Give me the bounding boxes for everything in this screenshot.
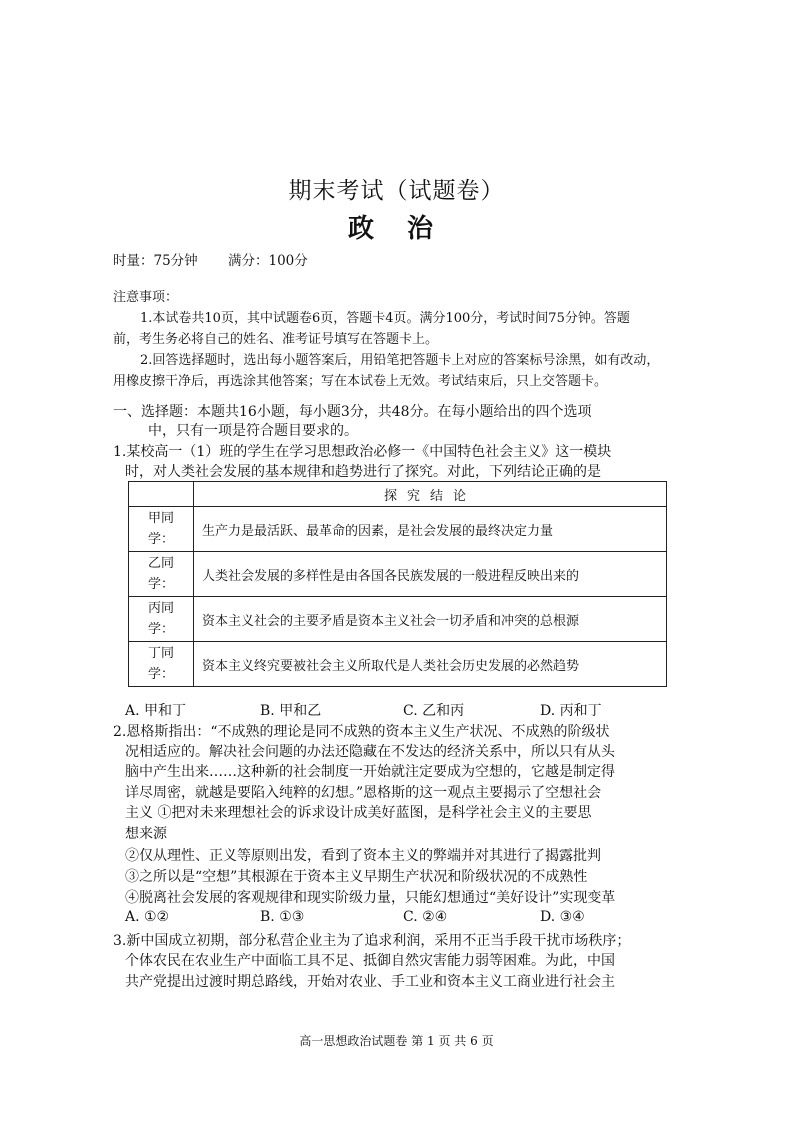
student-label: 甲同 学： bbox=[129, 507, 194, 552]
conclusion-text: 资本主义终究要被社会主义所取代是人类社会历史发展的必然趋势 bbox=[194, 642, 667, 687]
conclusion-text: 人类社会发展的多样性是由各国各民族发展的一般进程反映出来的 bbox=[194, 552, 667, 597]
q2-option-c: C. ②④ bbox=[403, 909, 448, 925]
q1-option-a: A. 甲和丁 bbox=[125, 703, 187, 719]
table-row bbox=[129, 642, 667, 687]
q3-stem-cont: 共产党提出过渡时期总路线，开始对农业、手工业和资本主义工商业进行社会主 bbox=[125, 974, 615, 990]
exam-title: 期末考试（试题卷） bbox=[288, 178, 505, 204]
notice-item: 前，考生务必将自己的姓名、准考证号填写在答题卡上。 bbox=[113, 332, 439, 347]
q2-stem: 2.恩格斯指出：“不成熟的理论是同不成熟的资本主义生产状况、不成熟的阶级状 bbox=[113, 724, 610, 740]
exam-meta bbox=[113, 249, 308, 269]
page-footer: 高一思想政治试题卷 第 1 页 共 6 页 bbox=[299, 1034, 494, 1048]
q3-stem-cont: 个体农民在农业生产中面临工具不足、抵御自然灾害能力弱等困难。为此，中国 bbox=[125, 953, 615, 969]
section-heading: 一、选择题：本题共16小题，每小题3分，共48分。在每小题给出的四个选项 bbox=[113, 404, 592, 420]
table-row bbox=[129, 552, 667, 597]
q2-statement: ③之所以是“空想”其根源在于资本主义早期生产状况和阶级状况的不成熟性 bbox=[125, 869, 588, 885]
q2-option-a: A. ①② bbox=[125, 909, 170, 925]
notice-item: 1.本试卷共10页，其中试题卷6页，答题卡4页。满分100分，考试时间75分钟。答题 bbox=[140, 311, 630, 326]
q1-option-c: C. 乙和丙 bbox=[403, 703, 465, 719]
q2-stem-cont: 主义 ①把对未来理想社会的诉求设计成美好蓝图，是科学社会主义的主要思 bbox=[125, 805, 592, 821]
q1-stem-cont: 时，对人类社会发展的基本规律和趋势进行了探究。对此，下列结论正确的是 bbox=[125, 464, 601, 480]
q1-conclusion-table bbox=[128, 481, 667, 687]
table-header-blank bbox=[129, 482, 194, 507]
time-limit: 时量：75分钟 bbox=[113, 253, 198, 269]
q1-option-d: D. 丙和丁 bbox=[540, 703, 602, 719]
notice-item: 用橡皮擦干净后，再选涂其他答案；写在本试卷上无效。考试结束后，只上交答题卡。 bbox=[113, 374, 608, 389]
q2-statement: ②仅从理性、正义等原则出发，看到了资本主义的弊端并对其进行了揭露批判 bbox=[125, 848, 601, 864]
table-header-label: 探究结论 bbox=[194, 482, 667, 507]
q2-option-d: D. ③④ bbox=[540, 909, 585, 925]
student-label: 乙同 学： bbox=[129, 552, 194, 597]
q1-stem: 1.某校高一（1）班的学生在学习思想政治必修一《中国特色社会主义》这一模块 bbox=[113, 444, 612, 460]
student-label: 丁同 学： bbox=[129, 642, 194, 687]
conclusion-text: 资本主义社会的主要矛盾是资本主义社会一切矛盾和冲突的总根源 bbox=[194, 597, 667, 642]
q2-stem-cont: 想来源 bbox=[125, 826, 167, 842]
table-row bbox=[129, 597, 667, 642]
notice-item: 2.回答选择题时，选出每小题答案后，用铅笔把答题卡上对应的答案标号涂黑，如有改动， bbox=[140, 353, 660, 368]
q2-stem-cont: 详尽周密，就越是要陷入纯粹的幻想。”恩格斯的这一观点主要揭示了空想社会 bbox=[125, 785, 602, 801]
conclusion-text: 生产力是最活跃、最革命的因素，是社会发展的最终决定力量 bbox=[194, 507, 667, 552]
subject-title: 政 治 bbox=[347, 214, 446, 244]
section-heading-cont: 中，只有一项是符合题目要求的。 bbox=[148, 423, 358, 439]
full-score: 满分：100分 bbox=[227, 253, 308, 269]
q2-option-b: B. ①③ bbox=[260, 909, 305, 925]
q2-stem-cont: 脑中产生出来……这种新的社会制度一开始就注定要成为空想的，它越是制定得 bbox=[125, 764, 615, 780]
q3-stem: 3.新中国成立初期，部分私营企业主为了追求利润，采用不正当手段干扰市场秩序； bbox=[113, 933, 631, 949]
q2-statement: ④脱离社会发展的客观规律和现实阶级力量，只能幻想通过“美好设计”实现变革 bbox=[125, 890, 616, 906]
table-header-row bbox=[129, 482, 667, 507]
table-row bbox=[129, 507, 667, 552]
notice-heading: 注意事项： bbox=[113, 290, 179, 305]
student-label: 丙同 学： bbox=[129, 597, 194, 642]
q2-stem-cont: 况相适应的。解决社会问题的办法还隐藏在不发达的经济关系中，所以只有从头 bbox=[125, 744, 615, 760]
q1-option-b: B. 甲和乙 bbox=[260, 703, 322, 719]
